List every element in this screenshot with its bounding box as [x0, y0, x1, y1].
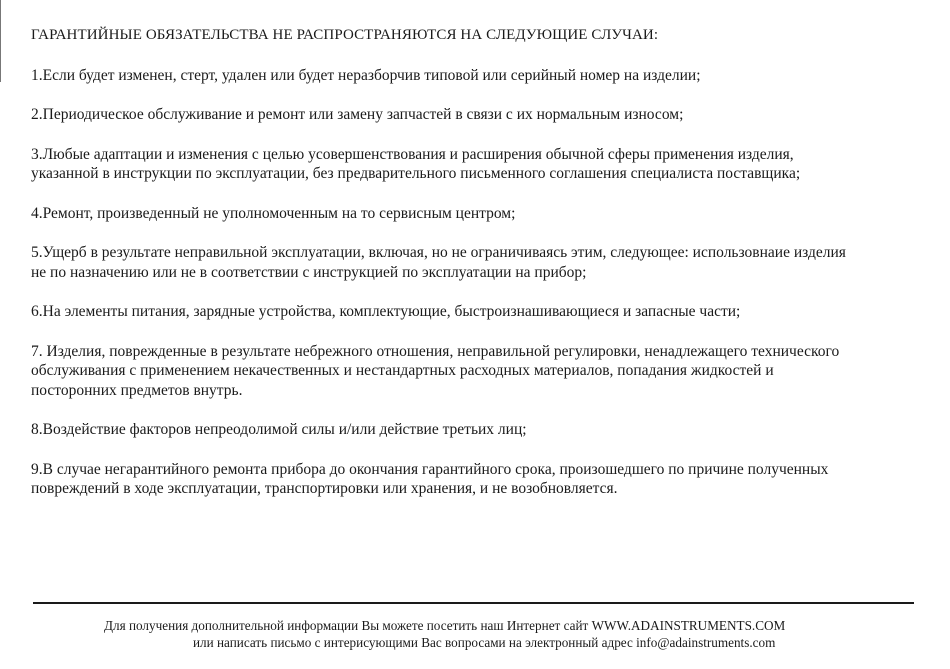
exclusion-item-1: 1.Если будет изменен, стерт, удален или будет неразборчив типовой или серийный номер на изделии;	[31, 66, 701, 84]
exclusion-item-6: 6.На элементы питания, зарядные устройства, комплектующие, быстроизнашивающиеся и запасные части;	[31, 303, 741, 320]
exclusion-item-3: 3.Любые адаптации и изменения с целью усовершенствования и расширения обычной сферы применения изделия, указанной в инструкции по эксплуатации, без предварительного письменного соглашения специалиста поставщика;	[31, 145, 801, 182]
exclusion-item-2: 2.Периодическое обслуживание и ремонт или замену запчастей в связи с их нормальным износом;	[31, 106, 684, 123]
page-heading: ГАРАНТИЙНЫЕ ОБЯЗАТЕЛЬСТВА НЕ РАСПРОСТРАНЯЮТСЯ НА СЛЕДУЮЩИЕ СЛУЧАИ:	[31, 27, 659, 43]
footer-email-text: или написать письмо с интерисующими Вас вопросами на электронный адрес info@adainstruments.com	[193, 635, 776, 650]
exclusion-item-4: 4.Ремонт, произведенный не уполномоченным на то сервисным центром;	[31, 204, 516, 222]
footer-divider	[33, 602, 914, 604]
exclusion-item-8: 8.Воздействие факторов непреодолимой силы и/или действие третьих лиц;	[31, 421, 527, 438]
exclusion-item-9: 9.В случае негарантийного ремонта прибора до окончания гарантийного срока, произошедшего по причине полученных повреждений в ходе эксплуатации, транспортировки или хранения, и не возобновляется.	[31, 460, 829, 497]
footer-website-text: Для получения дополнительной информации Вы можете посетить наш Интернет сайт WWW.ADAINSTRUMENTS.COM	[104, 618, 786, 633]
warranty-exclusions	[31, 26, 911, 519]
page-edge-mark	[0, 0, 1, 82]
exclusion-item-5: 5.Ущерб в результате неправильной эксплуатации, включая, но не ограничиваясь этим, следующее: использовнаие изделия не по назначению или не в соответствии с инструкцией по эксплуатации на прибор;	[31, 244, 846, 281]
exclusion-item-7: 7. Изделия, поврежденные в результате небрежного отношения, неправильной регулировки, ненадлежащего технического обслуживания с применением некачественных и нестандартных расходных материалов, попадания жидкостей и посторонних предметов внутрь.	[31, 342, 840, 399]
